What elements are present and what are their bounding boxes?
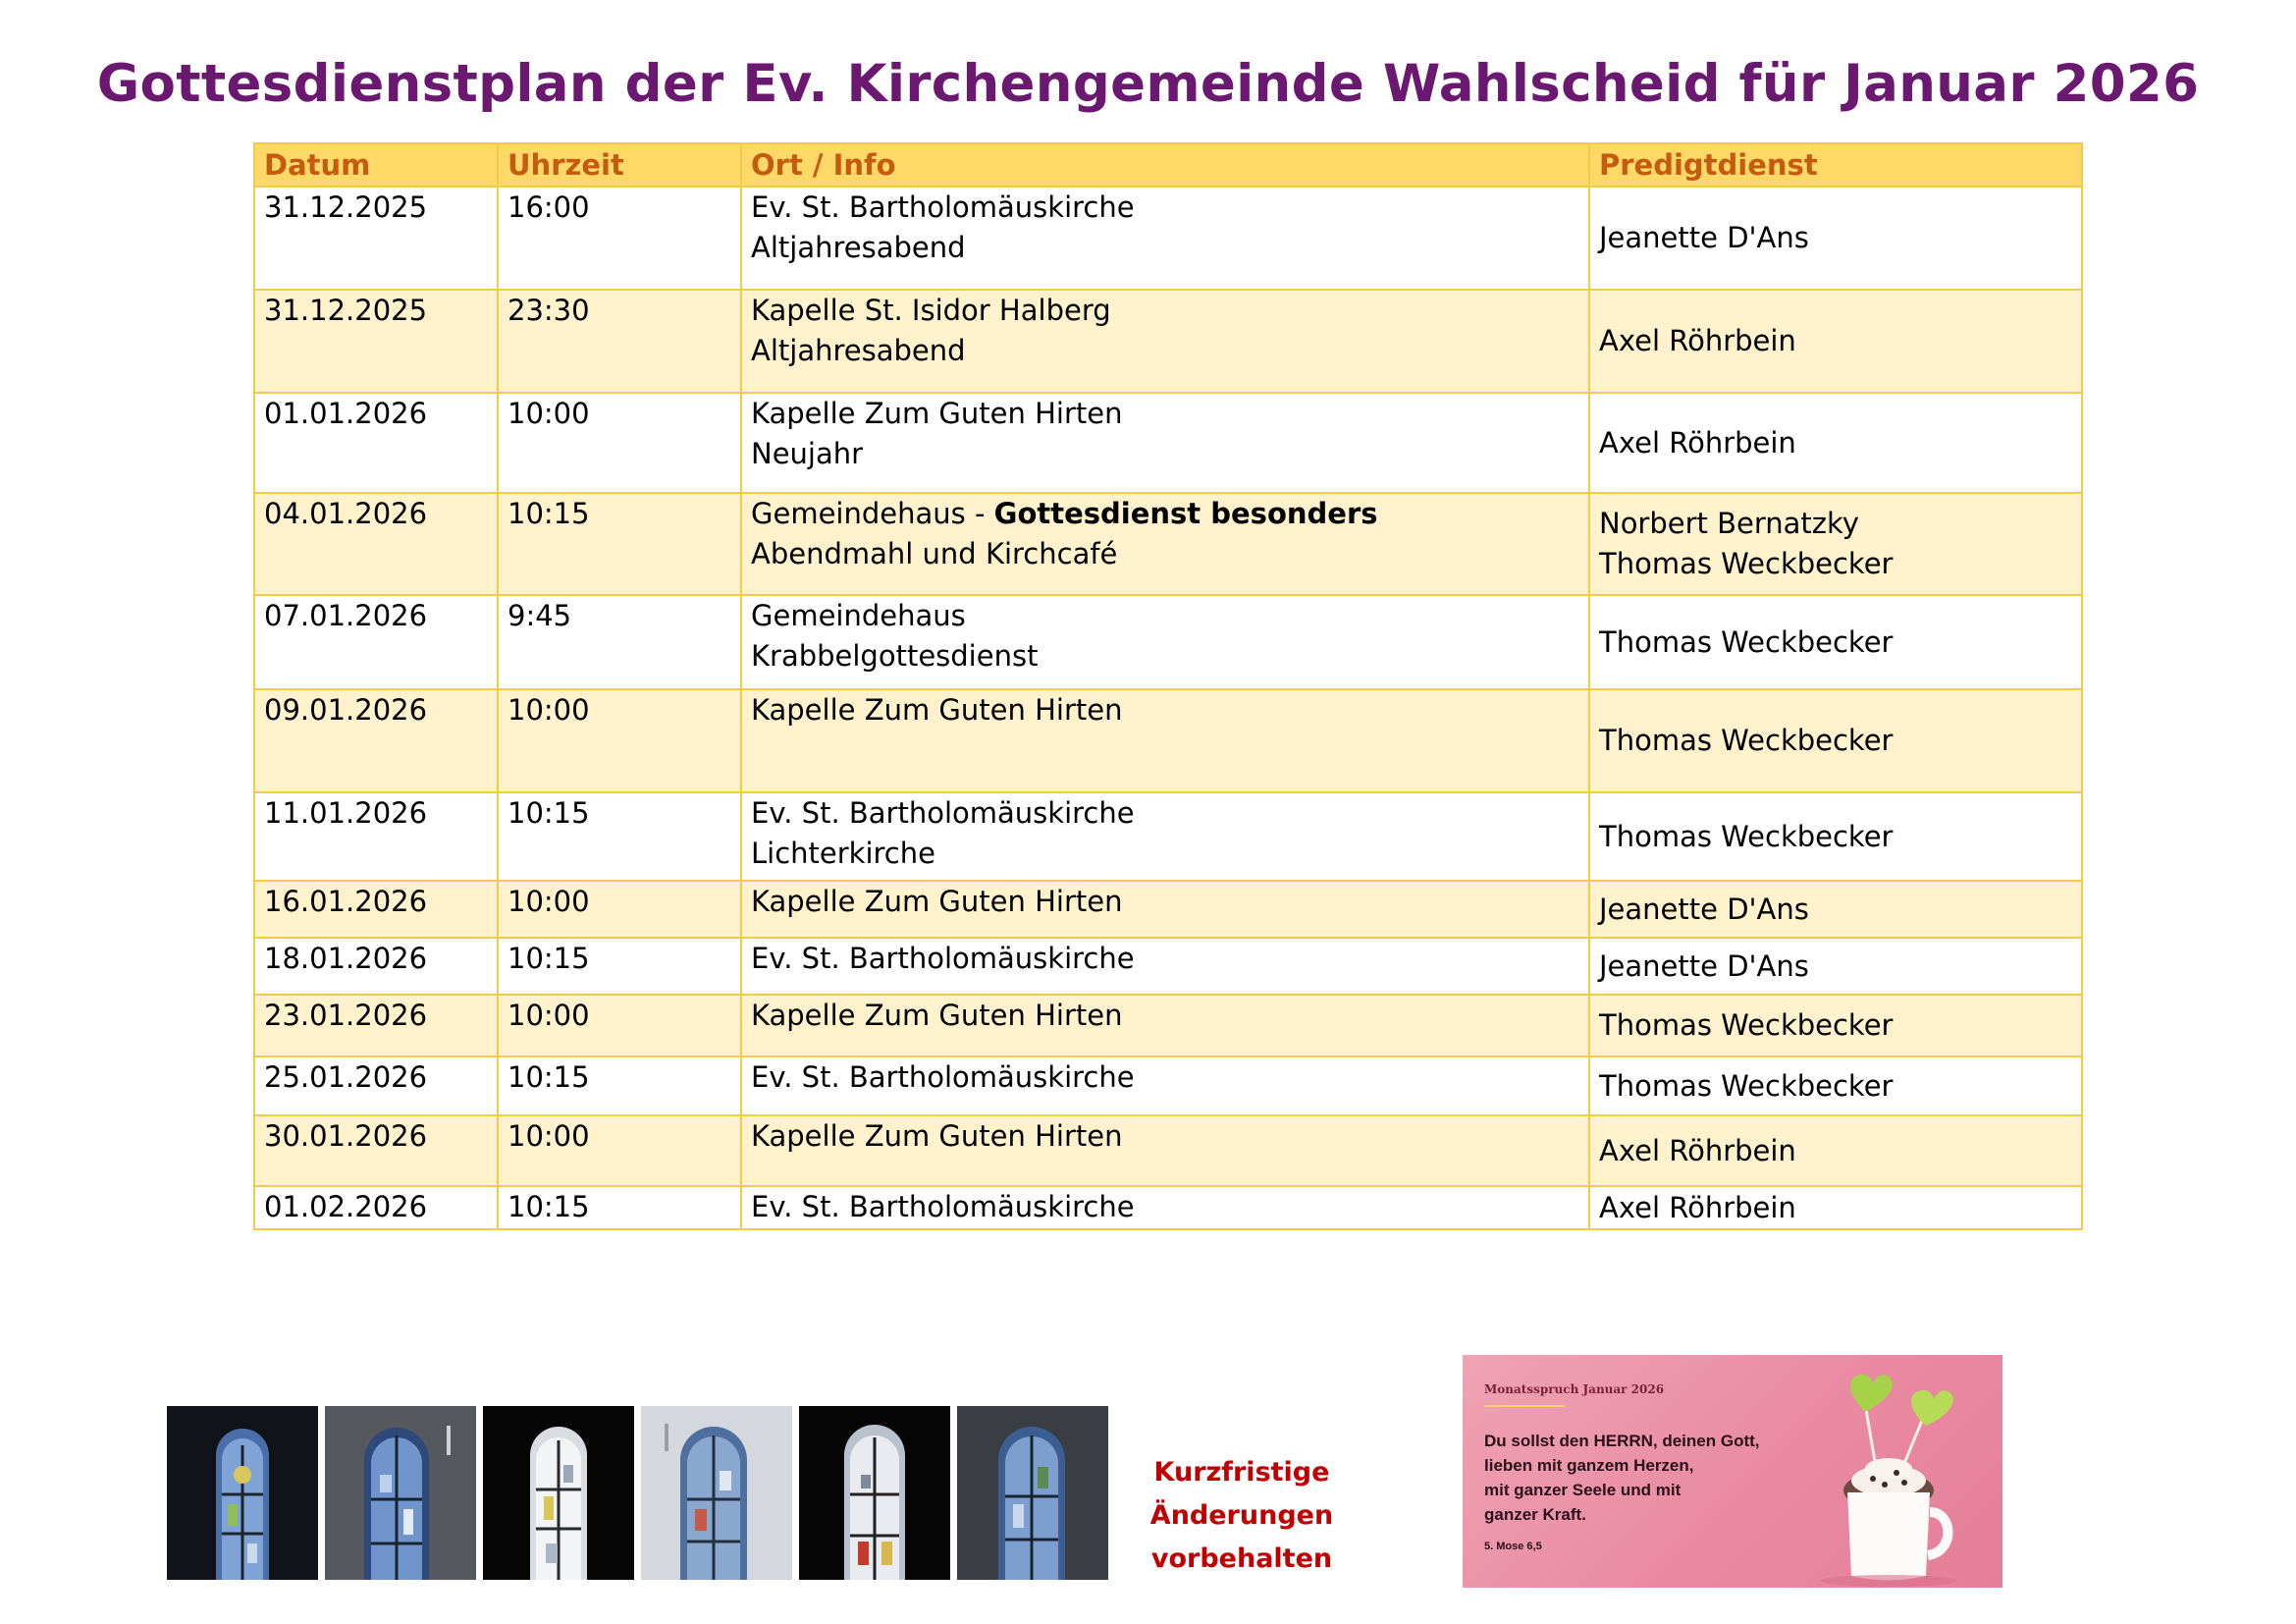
- stained-glass-window-photo-4: [641, 1406, 792, 1580]
- info-text: Abendmahl und Kirchcafé: [751, 537, 1118, 570]
- place-cell: [741, 187, 1589, 290]
- time-cell: 10:00: [498, 881, 741, 938]
- table-row: [254, 1056, 2082, 1115]
- verse-heading-rule: [1484, 1405, 1565, 1407]
- place-text: Kapelle Zum Guten Hirten: [751, 1119, 1123, 1153]
- date-cell: 11.01.2026: [254, 792, 498, 881]
- time-cell: 10:00: [498, 995, 741, 1056]
- info-text: Neujahr: [751, 437, 864, 470]
- place-text: Kapelle Zum Guten Hirten: [751, 693, 1123, 727]
- preacher-name: Norbert Bernatzky: [1599, 507, 1859, 540]
- place-cell: [741, 881, 1589, 938]
- preacher-cell: Jeanette D'Ans: [1589, 881, 2082, 938]
- place-prefix: Gemeindehaus -: [751, 497, 994, 530]
- preacher-name-2: Thomas Weckbecker: [1599, 547, 1894, 580]
- date-cell: 01.02.2026: [254, 1186, 498, 1229]
- place-text: [751, 494, 1579, 534]
- table-row: [254, 792, 2082, 881]
- date-cell: 09.01.2026: [254, 689, 498, 792]
- time-cell: 10:00: [498, 1115, 741, 1186]
- stained-glass-window-icon: [957, 1406, 1108, 1580]
- place-text: Kapelle St. Isidor Halberg: [751, 294, 1111, 327]
- place-cell: [741, 1115, 1589, 1186]
- preacher-cell: [1589, 493, 2082, 595]
- table-row: [254, 595, 2082, 689]
- table-row: [254, 393, 2082, 493]
- date-cell: 04.01.2026: [254, 493, 498, 595]
- info-text: Krabbelgottesdienst: [751, 639, 1039, 673]
- monthly-verse-card: [1463, 1355, 2002, 1588]
- table-row: [254, 1186, 2082, 1229]
- date-cell: 07.01.2026: [254, 595, 498, 689]
- header-ort-info: Ort / Info: [741, 143, 1589, 187]
- verse-line: Du sollst den HERRN, deinen Gott,: [1484, 1432, 1760, 1450]
- stained-glass-window-photo-1: [167, 1406, 318, 1580]
- table-header-row: [254, 143, 2082, 187]
- changes-notice: [1134, 1451, 1350, 1581]
- date-cell: 01.01.2026: [254, 393, 498, 493]
- place-cell: [741, 938, 1589, 995]
- notice-line-1: Kurzfristige: [1153, 1457, 1330, 1488]
- preacher-cell: Thomas Weckbecker: [1589, 1056, 2082, 1115]
- place-text: Kapelle Zum Guten Hirten: [751, 397, 1123, 430]
- special-service-label: Gottesdienst besonders: [993, 497, 1378, 530]
- notice-line-3: vorbehalten: [1150, 1543, 1333, 1574]
- date-cell: 23.01.2026: [254, 995, 498, 1056]
- page-title: Gottesdienstplan der Ev. Kirchengemeinde Wahlscheid für Januar 2026: [96, 54, 2200, 114]
- info-text: Lichterkirche: [751, 837, 935, 870]
- preacher-cell: Axel Röhrbein: [1589, 1115, 2082, 1186]
- date-cell: 31.12.2025: [254, 290, 498, 393]
- time-cell: 10:00: [498, 393, 741, 493]
- stained-glass-window-icon: [799, 1406, 950, 1580]
- stained-glass-window-icon: [167, 1406, 318, 1580]
- table-row: [254, 1115, 2082, 1186]
- verse-line: lieben mit ganzem Herzen,: [1484, 1456, 1694, 1475]
- date-cell: 31.12.2025: [254, 187, 498, 290]
- info-text: Altjahresabend: [751, 231, 966, 264]
- time-cell: 10:15: [498, 938, 741, 995]
- date-cell: 16.01.2026: [254, 881, 498, 938]
- preacher-cell: Axel Röhrbein: [1589, 290, 2082, 393]
- time-cell: 10:15: [498, 1056, 741, 1115]
- date-cell: 18.01.2026: [254, 938, 498, 995]
- table-row: [254, 881, 2082, 938]
- stained-glass-window-icon: [641, 1406, 792, 1580]
- place-text: Ev. St. Bartholomäuskirche: [751, 796, 1135, 830]
- place-text: Ev. St. Bartholomäuskirche: [751, 1060, 1135, 1094]
- preacher-cell: Axel Röhrbein: [1589, 393, 2082, 493]
- stained-glass-window-icon: [483, 1406, 634, 1580]
- verse-reference: 5. Mose 6,5: [1484, 1541, 1542, 1552]
- preacher-cell: Thomas Weckbecker: [1589, 595, 2082, 689]
- place-cell: [741, 393, 1589, 493]
- preacher-cell: Thomas Weckbecker: [1589, 995, 2082, 1056]
- stained-glass-window-icon: [325, 1406, 476, 1580]
- service-schedule-table: [253, 142, 2083, 1230]
- table-row: [254, 493, 2082, 595]
- time-cell: 10:15: [498, 792, 741, 881]
- time-cell: 16:00: [498, 187, 741, 290]
- table-row: [254, 938, 2082, 995]
- place-cell: [741, 1186, 1589, 1229]
- notice-line-2: Änderungen: [1149, 1500, 1334, 1531]
- time-cell: 9:45: [498, 595, 741, 689]
- place-text: Kapelle Zum Guten Hirten: [751, 999, 1123, 1032]
- stained-glass-window-photo-5: [799, 1406, 950, 1580]
- header-datum: Datum: [254, 143, 498, 187]
- table-row: [254, 995, 2082, 1056]
- stained-glass-window-photo-3: [483, 1406, 634, 1580]
- place-text: Ev. St. Bartholomäuskirche: [751, 942, 1135, 975]
- place-cell: [741, 290, 1589, 393]
- date-cell: 25.01.2026: [254, 1056, 498, 1115]
- stained-glass-window-photo-6: [957, 1406, 1108, 1580]
- info-text: Altjahresabend: [751, 334, 966, 367]
- place-cell: [741, 1056, 1589, 1115]
- place-text: Gemeindehaus: [751, 599, 966, 632]
- mug-with-heart-lollipops-illustration: [1787, 1355, 2002, 1588]
- preacher-cell: Axel Röhrbein: [1589, 1186, 2082, 1229]
- preacher-cell: Jeanette D'Ans: [1589, 187, 2082, 290]
- stained-glass-window-photo-2: [325, 1406, 476, 1580]
- verse-line: ganzer Kraft.: [1484, 1505, 1586, 1524]
- preacher-cell: Thomas Weckbecker: [1589, 689, 2082, 792]
- table-row: [254, 689, 2082, 792]
- place-text: Ev. St. Bartholomäuskirche: [751, 1190, 1135, 1223]
- header-uhrzeit: Uhrzeit: [498, 143, 741, 187]
- table-row: [254, 187, 2082, 290]
- verse-line: mit ganzer Seele und mit: [1484, 1481, 1682, 1499]
- verse-text: [1484, 1429, 1779, 1527]
- date-cell: 30.01.2026: [254, 1115, 498, 1186]
- time-cell: 10:00: [498, 689, 741, 792]
- time-cell: 10:15: [498, 1186, 741, 1229]
- place-cell: [741, 995, 1589, 1056]
- verse-heading: Monatsspruch Januar 2026: [1484, 1382, 1665, 1396]
- preacher-cell: Thomas Weckbecker: [1589, 792, 2082, 881]
- time-cell: 23:30: [498, 290, 741, 393]
- place-text: Ev. St. Bartholomäuskirche: [751, 190, 1135, 224]
- time-cell: 10:15: [498, 493, 741, 595]
- place-cell: [741, 595, 1589, 689]
- place-cell: [741, 689, 1589, 792]
- preacher-cell: Jeanette D'Ans: [1589, 938, 2082, 995]
- place-cell: [741, 792, 1589, 881]
- place-cell: [741, 493, 1589, 595]
- place-text: Kapelle Zum Guten Hirten: [751, 885, 1123, 918]
- header-predigtdienst: Predigtdienst: [1589, 143, 2082, 187]
- table-row: [254, 290, 2082, 393]
